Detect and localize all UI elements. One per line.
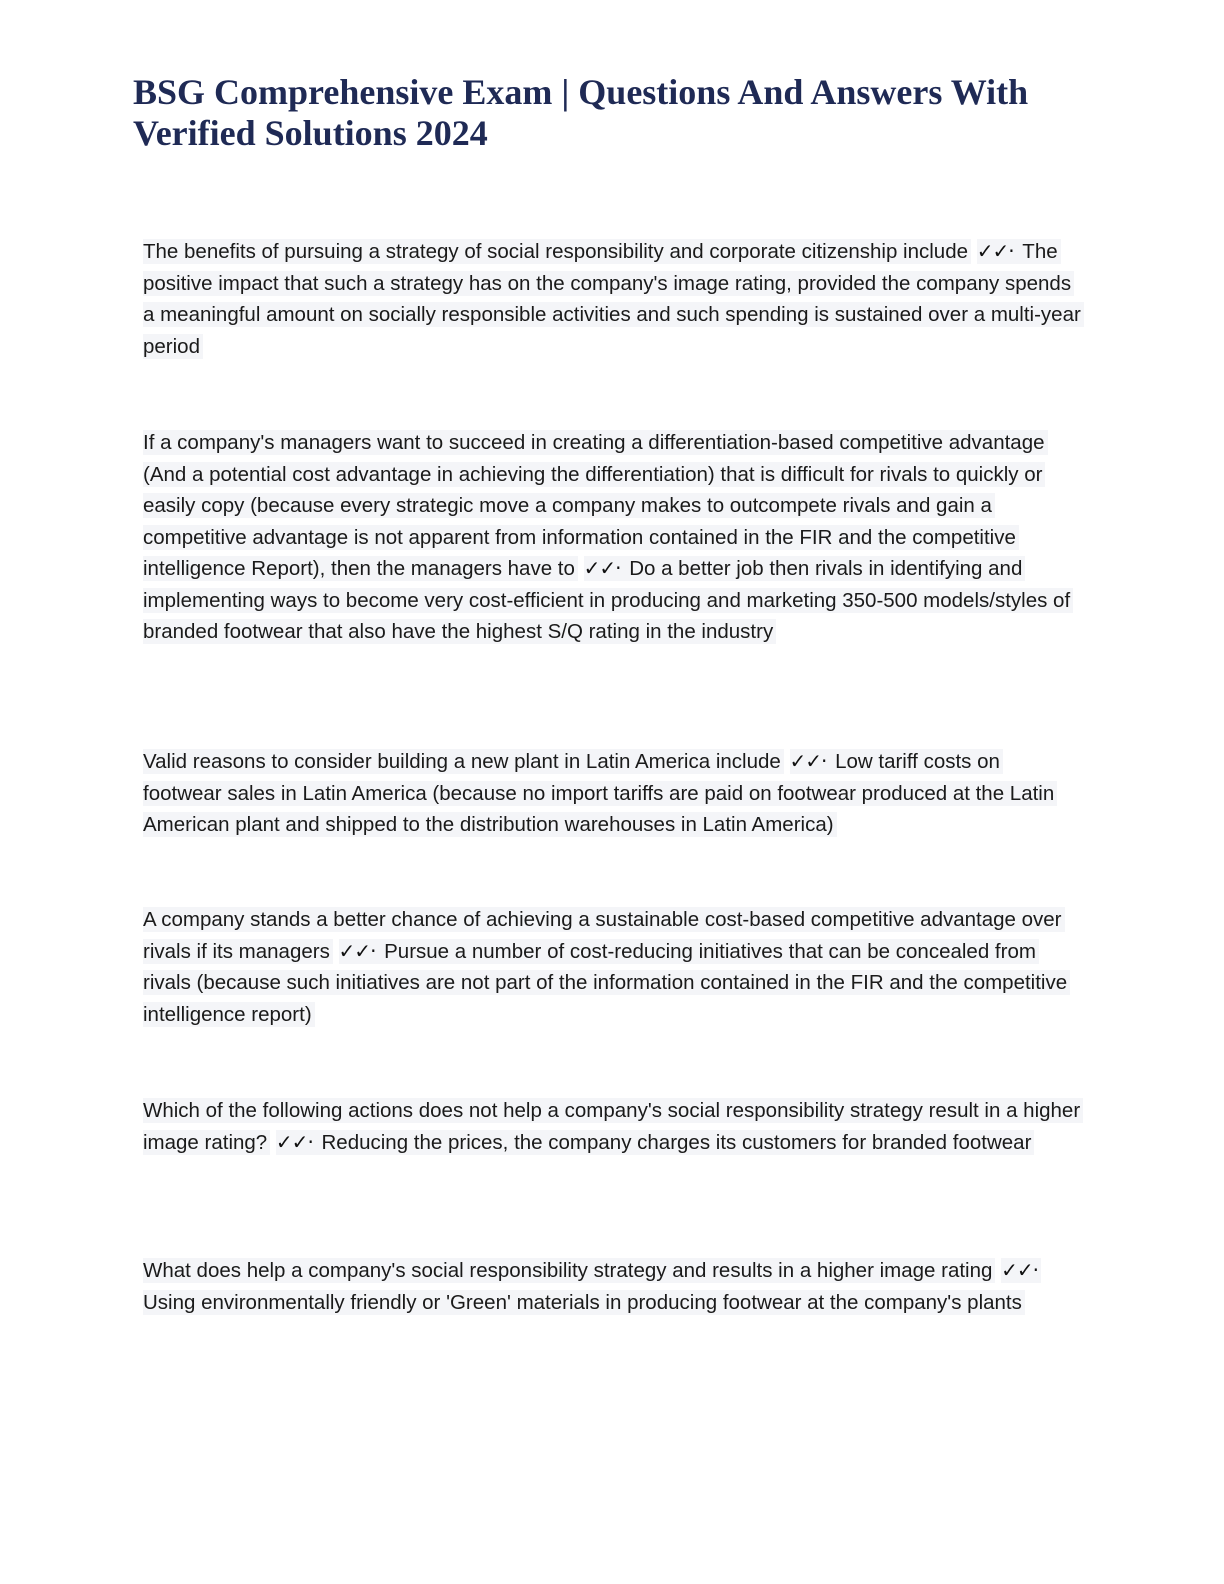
double-check-icon: ✓✓·: [1001, 1258, 1038, 1282]
qa-item: [143, 746, 1083, 841]
qa-item: [143, 236, 1083, 362]
qa-item: [143, 1095, 1083, 1158]
qa-item: [143, 1255, 1083, 1318]
qa-item: [143, 427, 1083, 648]
answer-text: Using environmentally friendly or 'Green' materials in producing footwear at the company's plants: [143, 1290, 1025, 1315]
double-check-icon: ✓✓·: [583, 556, 621, 580]
double-check-icon: ✓✓·: [789, 749, 827, 773]
answer-text: Low tariff costs on footwear sales in Latin America (because no import tariffs are paid on footwear produced at the Latin American plant and shipped to the distribution warehouses in Latin America): [143, 749, 1057, 837]
double-check-icon: ✓✓·: [275, 1129, 313, 1154]
answer-text: Reducing the prices, the company charges its customers for branded footwear: [322, 1130, 1035, 1155]
question-text: The benefits of pursuing a strategy of social responsibility and corporate citizenship include: [143, 239, 971, 264]
answer-text: Pursue a number of cost-reducing initiatives that can be concealed from rivals (because such initiatives are not part of the information contained in the FIR and the competitive intelligence report): [143, 939, 1070, 1027]
double-check-icon: ✓✓·: [338, 938, 376, 963]
question-text: Valid reasons to consider building a new plant in Latin America include: [143, 749, 784, 774]
question-text: Which of the following actions does not help a company's social responsibility strategy result in a higher image rating?: [143, 1098, 1083, 1155]
question-text: What does help a company's social responsibility strategy and results in a higher image rating: [143, 1258, 995, 1283]
qa-item: [143, 904, 1083, 1030]
question-text: A company stands a better chance of achieving a sustainable cost-based competitive advantage over rivals if its managers: [143, 907, 1065, 964]
double-check-icon: ✓✓·: [976, 239, 1014, 263]
question-text: If a company's managers want to succeed in creating a differentiation-based competitive advantage (And a potential cost advantage in achieving the differentiation) that is difficult for rivals to quickly or easily copy (because every strategic move a company makes to outcompete rivals and gain a competitive advantage is not apparent from information contained in the FIR and the competitive intelligence Report), then the managers have to: [143, 430, 1048, 581]
answer-text: The positive impact that such a strategy has on the company's image rating, provided the company spends a meaningful amount on socially responsible activities and such spending is sustained over a multi-year period: [143, 239, 1084, 359]
answer-text: Do a better job then rivals in identifying and implementing ways to become very cost-efficient in producing and marketing 350-500 models/styles of branded footwear that also have the highest S/Q rating in the industry: [143, 556, 1073, 644]
document-title: BSG Comprehensive Exam | Questions And Answers With Verified Solutions 2024: [133, 72, 1029, 153]
